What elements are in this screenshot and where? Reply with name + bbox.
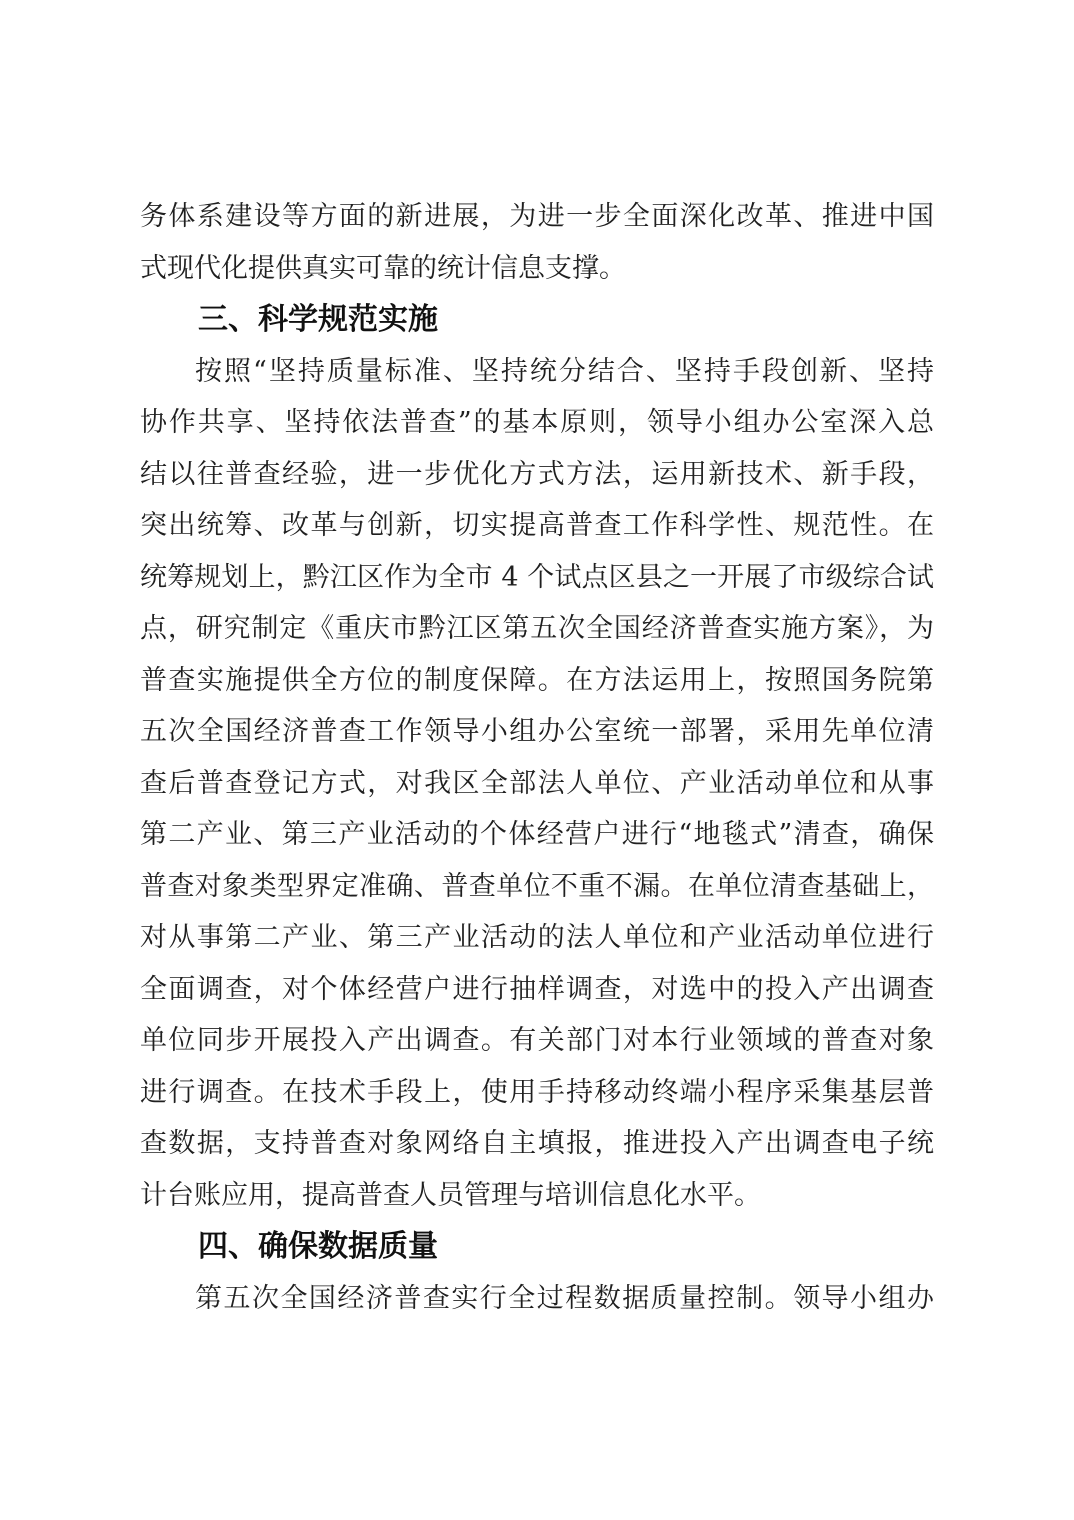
document-text-line: 突出统筹、改革与创新，切实提高普查工作科学性、规范性。在 <box>140 510 934 541</box>
document-text-line: 统筹规划上，黔江区作为全市 4 个试点区县之一开展了市级综合试 <box>140 561 934 593</box>
document-text-line: 对从事第二产业、第三产业活动的法人单位和产业活动单位进行 <box>140 922 934 953</box>
document-text-line: 式现代化提供真实可靠的统计信息支撑。 <box>140 252 626 284</box>
document-text-line: 普查对象类型界定准确、普查单位不重不漏。在单位清查基础上， <box>140 870 934 902</box>
document-text-line: 协作共享、坚持依法普查”的基本原则，领导小组办公室深入总 <box>140 407 934 438</box>
section-heading: 四、确保数据质量 <box>198 1229 438 1264</box>
document-text-line: 结以往普查经验，进一步优化方式方法，运用新技术、新手段， <box>140 458 934 490</box>
document-text-line: 按照“坚持质量标准、坚持统分结合、坚持手段创新、坚持 <box>195 355 934 387</box>
document-text-line: 五次全国经济普查工作领导小组办公室统一部署，采用先单位清 <box>140 716 934 747</box>
document-text-line: 计台账应用，提高普查人员管理与培训信息化水平。 <box>140 1179 761 1211</box>
document-text-line: 查数据，支持普查对象网络自主填报，推进投入产出调查电子统 <box>140 1128 934 1159</box>
document-text-line: 全面调查，对个体经营户进行抽样调查，对选中的投入产出调查 <box>140 973 934 1005</box>
document-text-line: 单位同步开展投入产出调查。有关部门对本行业领域的普查对象 <box>140 1025 934 1056</box>
document-text-line: 第二产业、第三产业活动的个体经营户进行“地毯式”清查，确保 <box>140 819 934 850</box>
document-text-line: 普查实施提供全方位的制度保障。在方法运用上，按照国务院第 <box>140 664 934 696</box>
section-heading: 三、科学规范实施 <box>198 302 438 337</box>
document-text-line: 第五次全国经济普查实行全过程数据质量控制。领导小组办 <box>195 1282 934 1314</box>
document-text-line: 务体系建设等方面的新进展，为进一步全面深化改革、推进中国 <box>140 201 934 232</box>
document-text-column <box>140 191 934 1324</box>
document-text-line: 查后普查登记方式，对我区全部法人单位、产业活动单位和从事 <box>140 767 934 799</box>
document-text-line: 点，研究制定《重庆市黔江区第五次全国经济普查实施方案》，为 <box>140 613 934 644</box>
document-text-line: 进行调查。在技术手段上，使用手持移动终端小程序采集基层普 <box>140 1076 934 1108</box>
